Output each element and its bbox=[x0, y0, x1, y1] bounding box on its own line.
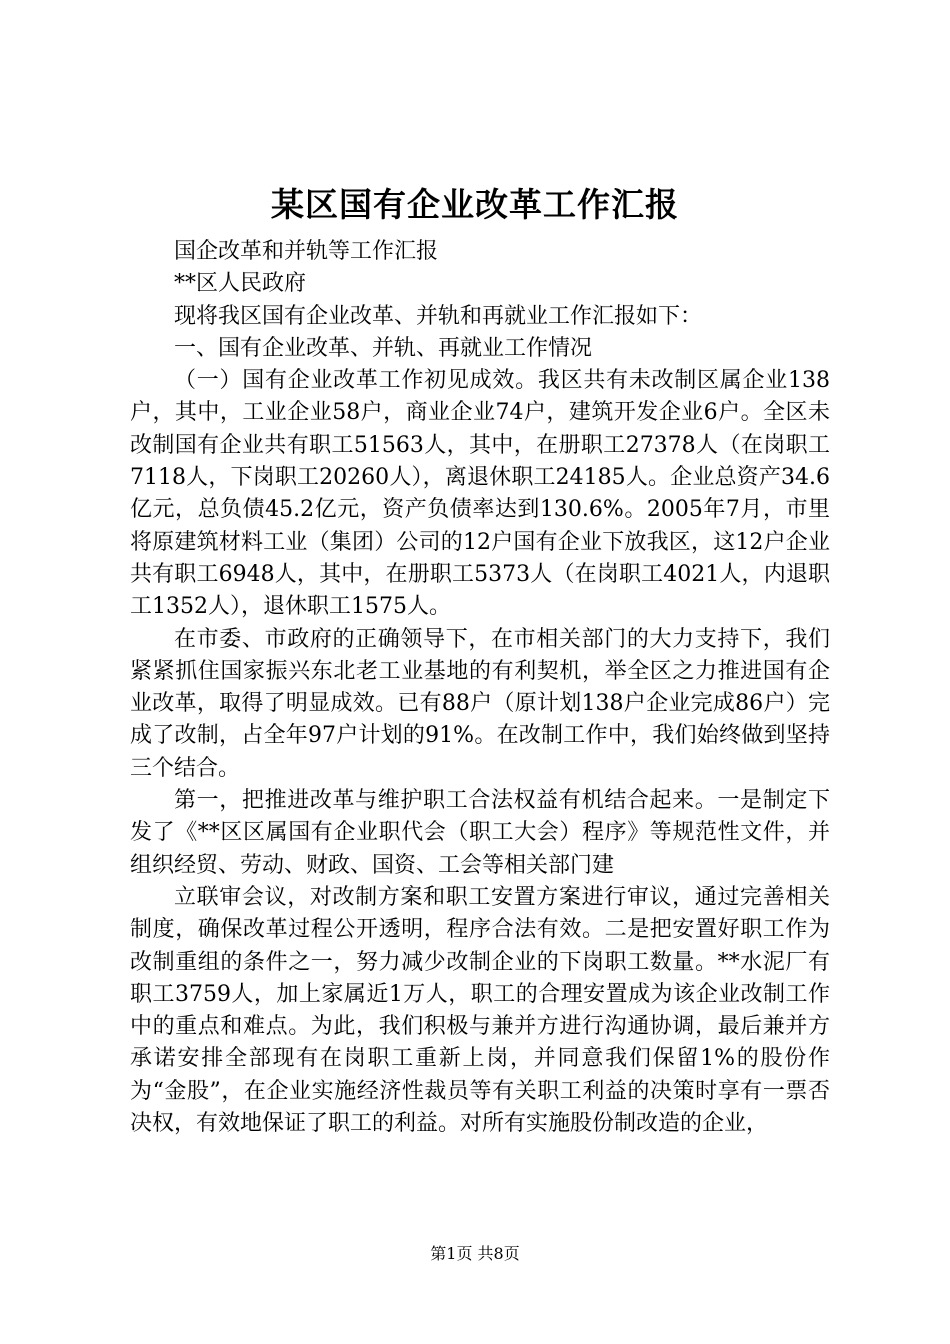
paragraph-intro: 现将我区国有企业改革、并轨和再就业工作汇报如下： bbox=[174, 303, 703, 329]
paragraph-issuer: **区人民政府 bbox=[174, 271, 307, 297]
page-number: 第1页 共8页 bbox=[430, 1244, 520, 1263]
paragraph-subtitle: 国企改革和并轨等工作汇报 bbox=[174, 239, 439, 264]
paragraph-continuation: 立联审会议，对改制方案和职工安置方案进行审议，通过完善相关制度，确保改革过程公开透明，程序合法有效。二是把安置好职工作为改制重组的条件之一，努力减少改制企业的下岗职工数量。**水泥厂有职工3759人，加上家属近1万人，职工的合理安置成为该企业改制工作中的重点和难点。为此，我们积极与兼并方进行沟通协调，最后兼并方承诺安排全部现有在岗职工重新上岗，并同意我们保留1%的股份作为“金股”，在企业实施经济性裁员等有关职工利益的决策时享有一票否决权，有效地保证了职工的利益。对所有实施股份制改造的企业， bbox=[130, 884, 830, 1137]
document-title: 某区国有企业改革工作汇报 bbox=[271, 185, 679, 224]
section-heading: 一、国有企业改革、并轨、再就业工作情况 bbox=[174, 335, 593, 361]
document-body bbox=[130, 236, 830, 1140]
paragraph-item-1: （一）国有企业改革工作初见成效。我区共有未改制区属企业138户，其中，工业企业58户，商业企业74户，建筑开发企业6户。全区未改制国有企业共有职工51563人，其中，在册职工27378人（在岗职工7118人，下岗职工20260人），离退休职工24185人。企业总资产34.6亿元，总负债45.2亿元，资产负债率达到130.6%。2005年7月，市里将原建筑材料工业（集团）公司的12户国有企业下放我区，这12户企业共有职工6948人，其中，在册职工5373人（在岗职工4021人，内退职工1352人），退休职工1575人。 bbox=[130, 368, 830, 620]
paragraph-progress: 在市委、市政府的正确领导下，在市相关部门的大力支持下，我们紧紧抓住国家振兴东北老工业基地的有利契机，举全区之力推进国有企业改革，取得了明显成效。已有88户（原计划138户企业完成86户）完成了改制，占全年97户计划的91%。在改制工作中，我们始终做到坚持三个结合。 bbox=[130, 626, 830, 781]
paragraph-first-combination: 第一，把推进改革与维护职工合法权益有机结合起来。一是制定下发了《**区区属国有企业职代会（职工大会）程序》等规范性文件，并组织经贸、劳动、财政、国资、工会等相关部门建 bbox=[130, 788, 830, 878]
